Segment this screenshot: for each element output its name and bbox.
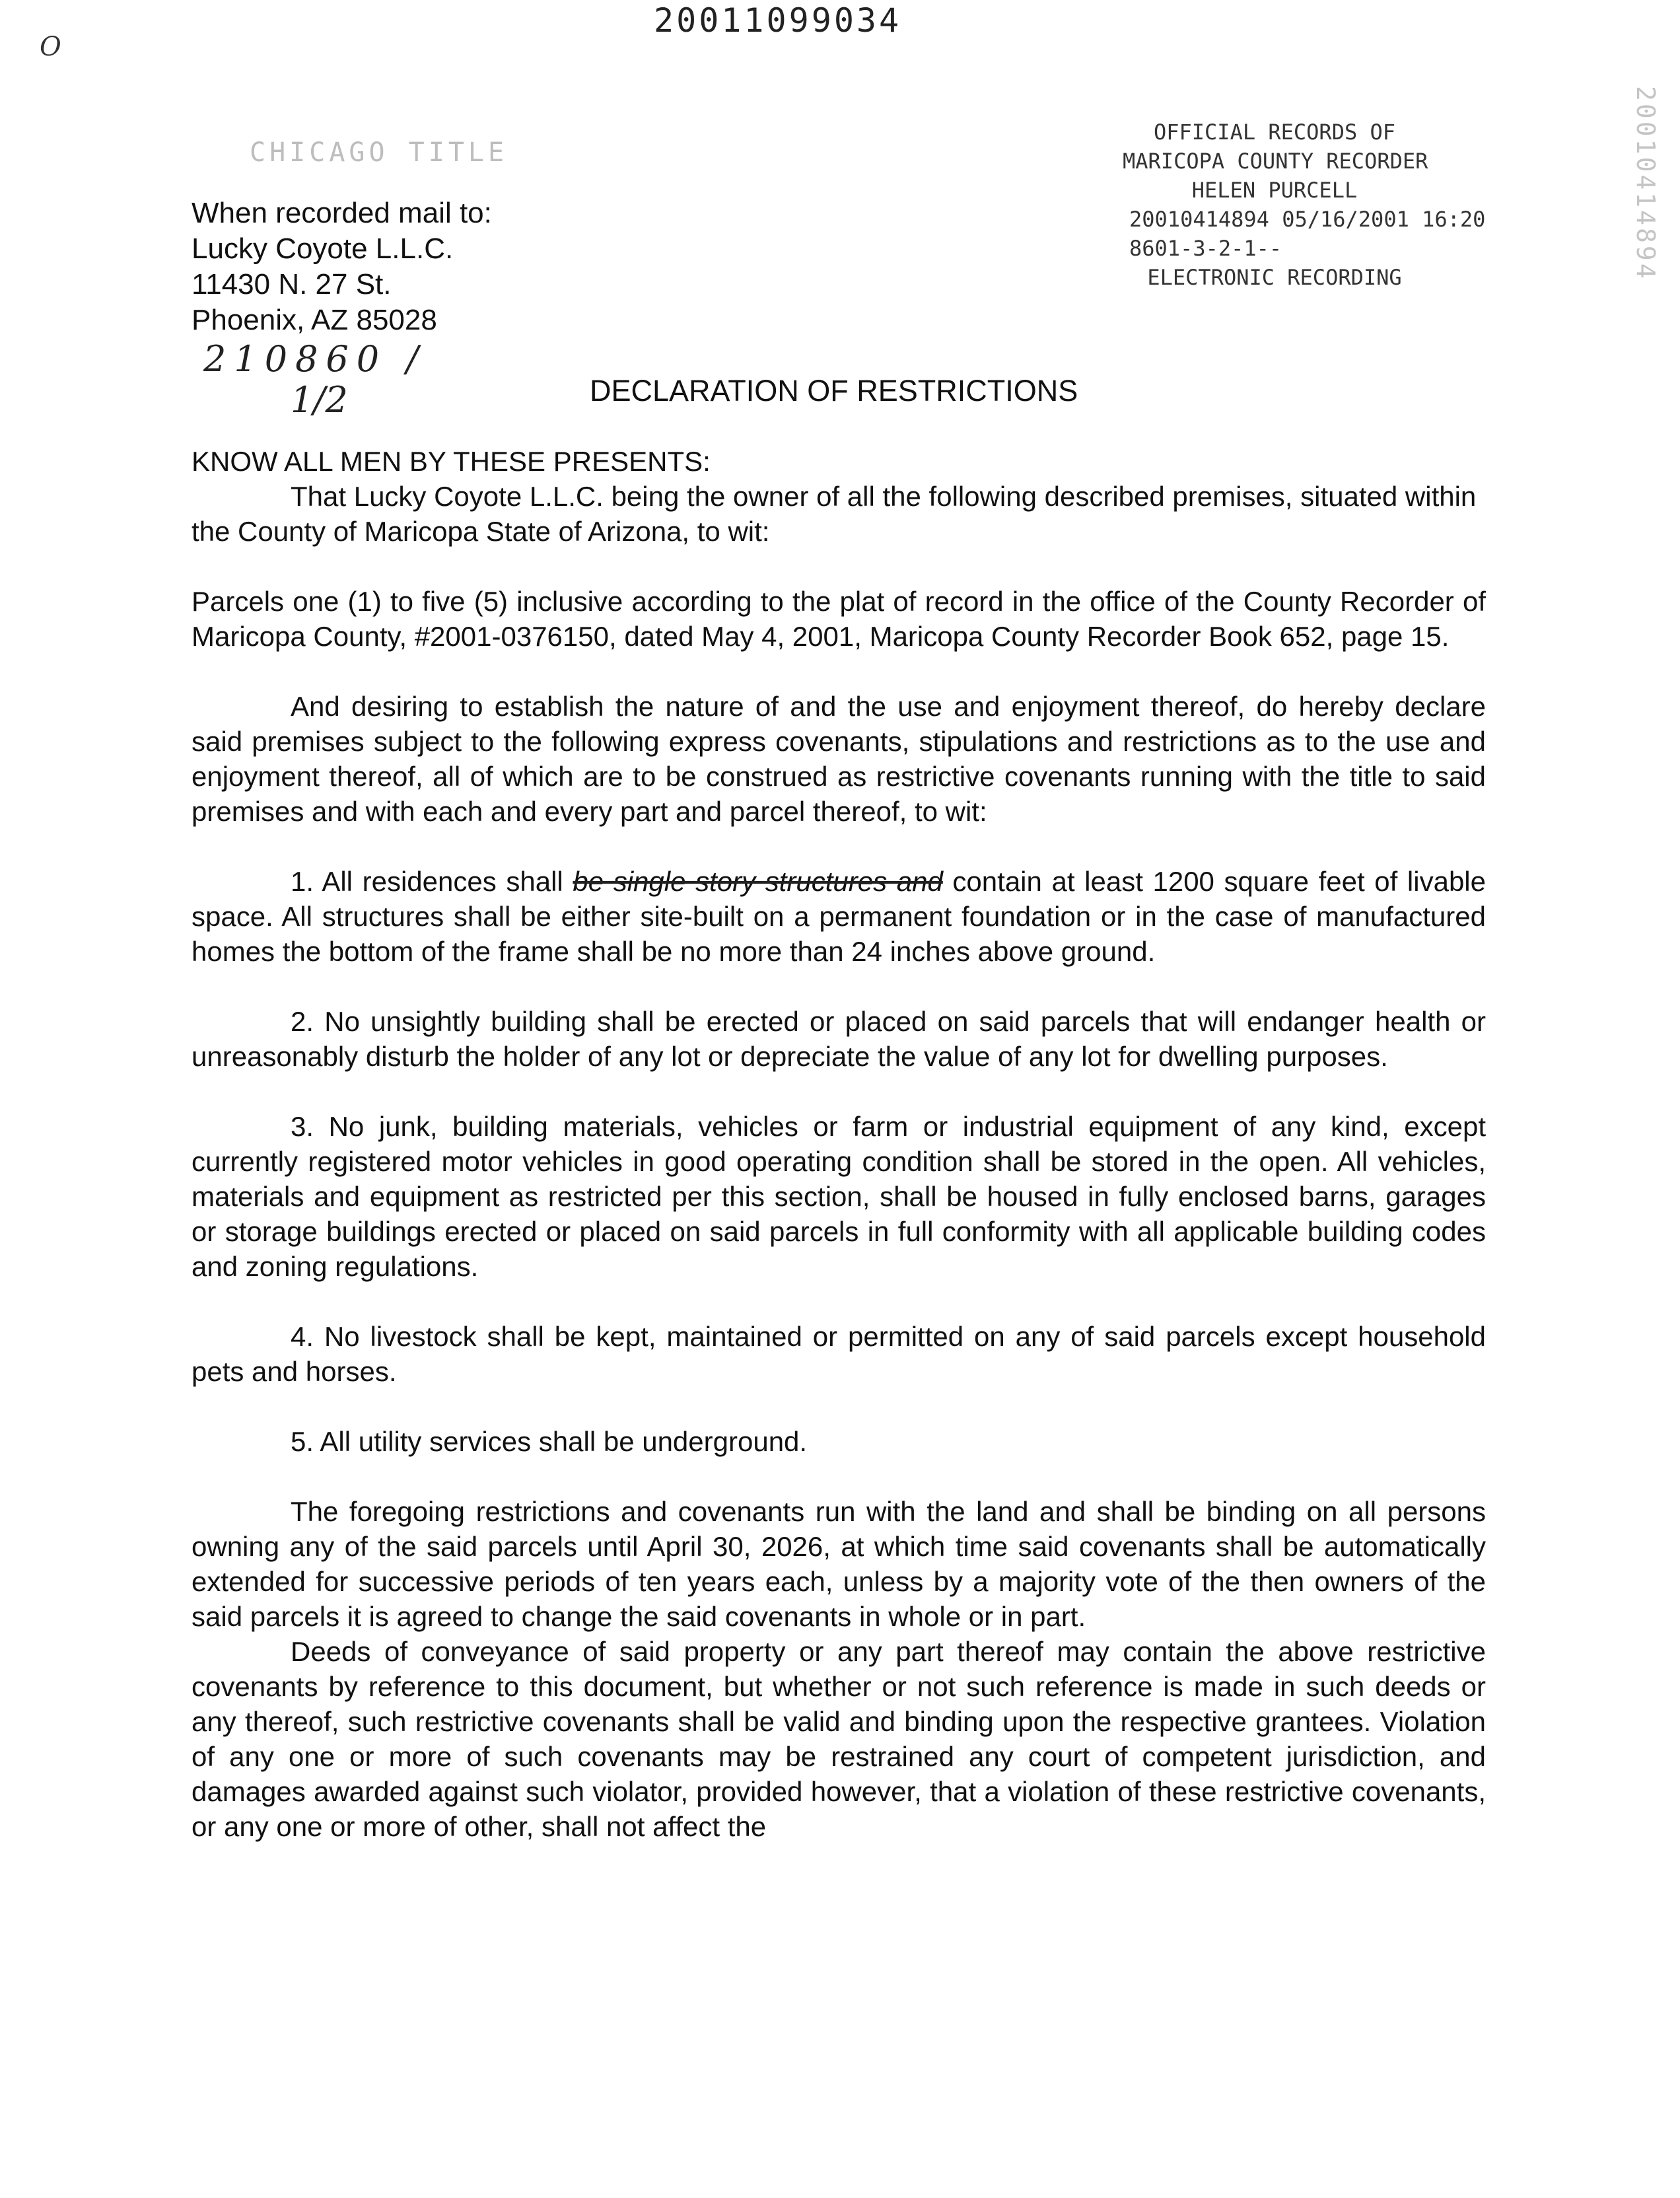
item-1-text-start: 1. All residences shall (291, 866, 573, 897)
mail-to-line-1: When recorded mail to: (192, 197, 492, 229)
mail-to-line-3: 11430 N. 27 St. (192, 268, 392, 301)
recorder-line-5: 8601-3-2-1-- (1129, 236, 1282, 261)
recorder-line-4: 20010414894 05/16/2001 16:20 (1129, 207, 1486, 232)
document-title: DECLARATION OF RESTRICTIONS (590, 374, 1078, 408)
recorder-stamp (1123, 118, 1486, 292)
item-1-struck-text: be single story structures and (573, 866, 943, 897)
parcels-paragraph: Parcels one (1) to five (5) inclusive according to the plat of record in the office of the County Recorder of Maricopa County, #2001-0376150, dated May 4, 2001, Maricopa County Recorder Book 652, page 15. (192, 586, 1486, 652)
foregoing-paragraph: The foregoing restrictions and covenants run with the land and shall be binding on all persons owning any of the said parcels until April 30, 2026, at which time said covenants shall be automatically extended for successive periods of ten years each, unless by a majority vote of the then owners of the said parcels it is agreed to change the said covenants in whole or in part. (192, 1496, 1486, 1632)
deeds-paragraph: Deeds of conveyance of said property or any part thereof may contain the above restrictive covenants by reference to this document, but whether or not such reference is made in such deeds or any thereof, such restrictive covenants shall be valid and binding upon the respective grantees. Violation of any one or more of such covenants may be restrained any court of competent jurisdiction, and damages awarded against such violator, provided however, that a violation of these restrictive covenants, or any one or more of other, shall not affect the (192, 1636, 1486, 1842)
restriction-item-3: 3. No junk, building materials, vehicles or farm or industrial equipment of any kind, except currently registered motor vehicles in good operating condition shall be stored in the open. All vehicles, materials and equipment as restricted per this section, shall be housed in fully enclosed barns, garages or storage buildings erected or placed on said parcels in full conformity with all applicable building codes and zoning regulations. (192, 1111, 1486, 1282)
mail-to-line-2: Lucky Coyote L.L.C. (192, 232, 454, 265)
restriction-item-1 (192, 864, 1486, 969)
item-1-text-end: contain at least 1200 square feet of livable space. All structures shall be either site-built on a permanent foundation or in the case of manufactured homes the bottom of the frame shall be no more than 24 inches above ground. (192, 866, 1486, 967)
recorder-line-6: ELECTRONIC RECORDING (1147, 265, 1402, 290)
document-number: 20011099034 (654, 1, 902, 40)
handwritten-fraction: 1/2 (291, 379, 348, 421)
mail-to-line-4: Phoenix, AZ 85028 (192, 304, 437, 336)
handwritten-code: 210860 / (203, 338, 427, 380)
corner-mark: O (40, 32, 61, 62)
recorder-line-1: OFFICIAL RECORDS OF (1153, 120, 1396, 145)
restriction-item-2: 2. No unsightly building shall be erected or placed on said parcels that will endanger health or unreasonably disturb the holder of any lot or depreciate the value of any lot for dwelling purposes. (192, 1006, 1486, 1072)
restriction-item-5: 5. All utility services shall be underground. (291, 1426, 808, 1457)
mail-to-block (192, 195, 492, 338)
document-body (192, 444, 1486, 1844)
recorder-line-3: HELEN PURCELL (1191, 178, 1358, 203)
restriction-item-4: 4. No livestock shall be kept, maintained or permitted on any of said parcels except household pets and horses. (192, 1321, 1486, 1387)
desire-paragraph: And desiring to establish the nature of and the use and enjoyment thereof, do hereby declare said premises subject to the following express covenants, stipulations and restrictions as to the use and enjoyment thereof, all of which are to be construed as restrictive covenants running with the title to said premises and with each and every part and parcel thereof, to wit: (192, 691, 1486, 827)
owner-statement: That Lucky Coyote L.L.C. being the owner of all the following described premises, situated within the County of Maricopa State of Arizona, to wit: (192, 481, 1477, 547)
intro-line: KNOW ALL MEN BY THESE PRESENTS: (192, 446, 711, 477)
faint-title-stamp: CHICAGO TITLE (250, 137, 508, 168)
side-stamp-text: 20010414894 (1631, 86, 1660, 281)
side-stamp (1626, 86, 1668, 304)
recorder-line-2: MARICOPA COUNTY RECORDER (1123, 149, 1428, 174)
